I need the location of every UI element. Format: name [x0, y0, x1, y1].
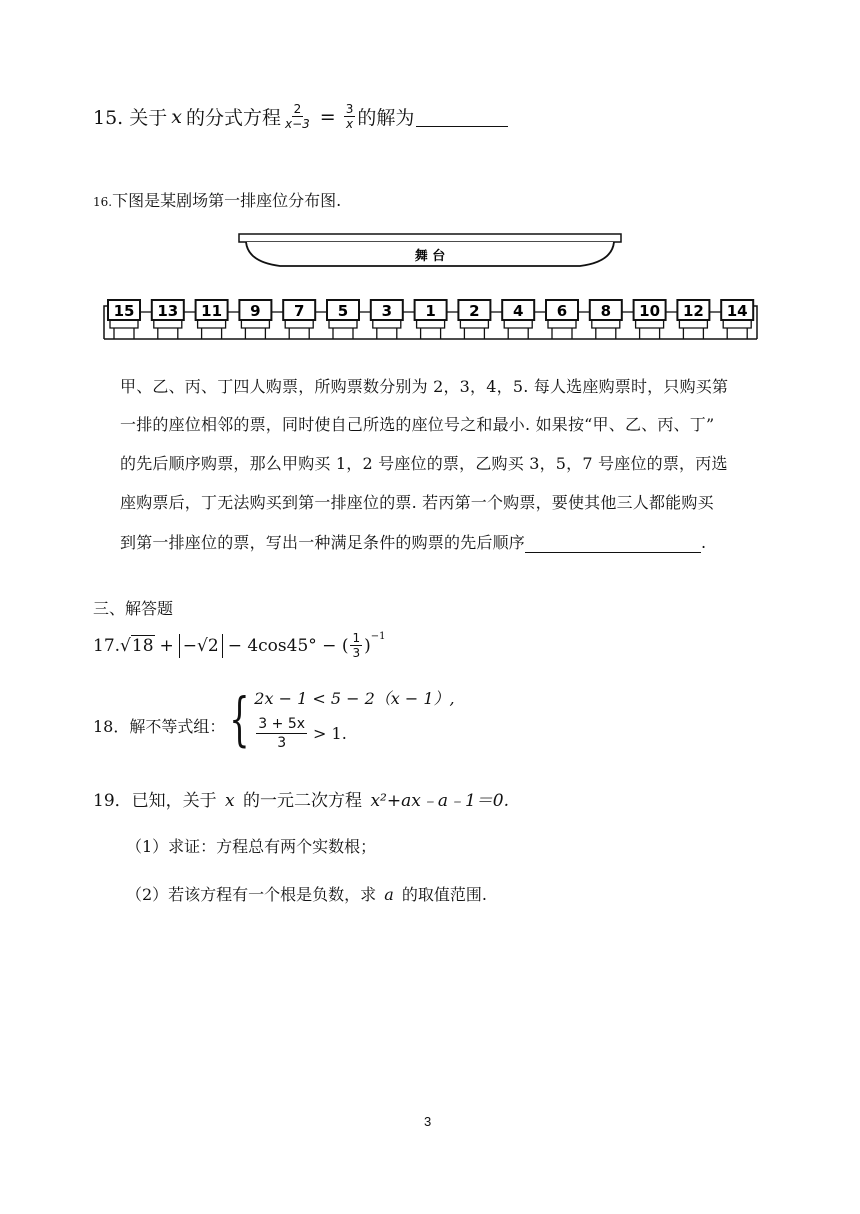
stage-label: 舞 台: [414, 249, 446, 264]
q15-var: x: [171, 105, 182, 128]
seat-label: 13: [157, 302, 179, 320]
q17-label: 17.: [93, 635, 121, 656]
seat-13: [152, 300, 196, 339]
seating-diagram: [0, 0, 860, 360]
brace: {: [229, 685, 250, 753]
seat-5: [327, 300, 371, 339]
q17-abs-inner: −√2: [182, 635, 219, 656]
q18-ineq-2: [254, 715, 454, 752]
q16-line-5: 到第一排座位的票，写出一种满足条件的购票的先后顺序: [120, 533, 526, 552]
seat-label: 12: [682, 302, 704, 320]
q16-line-2: 一排的座位相邻的票，同时使自己所选的座位号之和最小. 如果按“甲、乙、丙、丁”: [120, 415, 715, 434]
seat-7: [283, 300, 327, 339]
seat-label: 15: [113, 302, 135, 320]
seat-15: [108, 300, 152, 339]
q19-var: x: [225, 791, 235, 811]
q18-frac-num: 3 + 5x: [258, 716, 306, 732]
q15-frac2-den: x: [345, 117, 354, 131]
seat-label: 14: [726, 302, 748, 320]
q16-end-period: .: [701, 533, 707, 552]
q17-frac-den: 3: [352, 646, 361, 660]
q17-exponent: −1: [370, 631, 386, 642]
q19-part-2: [126, 882, 487, 905]
seat-11: [196, 300, 240, 339]
seat-6: [546, 300, 590, 339]
q18-fraction: [256, 715, 307, 752]
seat-2: [458, 300, 502, 339]
q17-cos: − 4cos45° − (: [227, 635, 349, 656]
q19-label: 19．已知，关于: [93, 791, 217, 811]
q17-frac-num: 1: [352, 631, 361, 645]
question-19: [93, 786, 509, 811]
q19-equation: x²+ax﹣a﹣1＝0.: [370, 791, 509, 811]
seat-label: 10: [639, 302, 661, 320]
q15-label: 15. 关于: [93, 107, 168, 129]
question-17: 17. √ 18 + −√2 − 4cos45° − ( $\frac{1}{3}$ ) $^{-1}$: [93, 631, 386, 660]
q16-number: 16.: [93, 195, 113, 209]
seat-10: [634, 300, 678, 339]
seat-8: [590, 300, 634, 339]
seat-label: 4: [512, 302, 524, 320]
q15-frac1-den: x−3: [285, 117, 310, 131]
seat-1: [415, 300, 459, 339]
q16-answer-blank[interactable]: [525, 532, 701, 553]
q16-line-1: 甲、乙、丙、丁四人购票，所购票数分别为 2，3，4，5. 每人选座购票时，只购买第: [120, 377, 729, 396]
q15-text-end: 的解为: [357, 107, 415, 129]
q16-line-3: 的先后顺序购票，那么甲购买 1，2 号座位的票，乙购买 3，5，7 号座位的票，丙选: [120, 454, 728, 473]
sqrt-symbol: √: [120, 635, 131, 656]
q15-frac2-num: 3: [345, 102, 354, 116]
seat-label: 5: [337, 302, 349, 320]
q15-text-mid: 的分式方程: [185, 107, 281, 129]
q18-system: [254, 686, 454, 752]
q17-radicand: 18: [131, 636, 154, 656]
q19-part-1: （1）求证：方程总有两个实数根；: [126, 837, 377, 856]
q19-part2-a: （2）若该方程有一个根是负数，求: [126, 885, 377, 904]
q19-text1: 的一元二次方程: [243, 791, 363, 811]
seat-label: 8: [600, 302, 612, 320]
q16-line-4: 座购票后，丁无法购买到第一排座位的票. 若丙第一个购票，要使其他三人都能购买: [120, 493, 714, 512]
q18-rhs: > 1.: [313, 724, 347, 743]
seat-14: [721, 300, 753, 339]
seat-label: 11: [201, 302, 223, 320]
seat-4: [502, 300, 546, 339]
q19-part2-var: a: [384, 885, 394, 904]
seat-9: [239, 300, 283, 339]
seat-label: 2: [469, 302, 480, 320]
q18-frac-den: 3: [277, 735, 287, 751]
stage: [239, 234, 621, 266]
seat-label: 7: [293, 302, 305, 320]
question-18: [93, 686, 455, 752]
seat-3: [371, 300, 415, 339]
q15-frac1-num: 2: [293, 102, 302, 116]
q18-ineq-1: 2x − 1 < 5 − 2（x − 1）,: [254, 689, 455, 708]
q17-fraction: [350, 631, 362, 660]
page-number: 3: [424, 1114, 432, 1129]
seat-label: 6: [556, 302, 568, 320]
q15-equals: =: [319, 105, 336, 128]
q18-label: 18．解不等式组：: [93, 716, 226, 736]
q17-abs: [179, 634, 223, 658]
q19-part2-b: 的取值范围.: [401, 885, 488, 904]
q16-text: 下图是某剧场第一排座位分布图.: [112, 191, 342, 210]
seat-label: 9: [250, 302, 261, 320]
section-3-heading: 三、解答题: [93, 599, 174, 618]
seat-12: [677, 300, 721, 339]
seat-label: 3: [381, 302, 393, 320]
seat-label: 1: [425, 302, 436, 320]
q16-line-5-wrap: [120, 532, 780, 553]
seat-row: [104, 300, 757, 339]
